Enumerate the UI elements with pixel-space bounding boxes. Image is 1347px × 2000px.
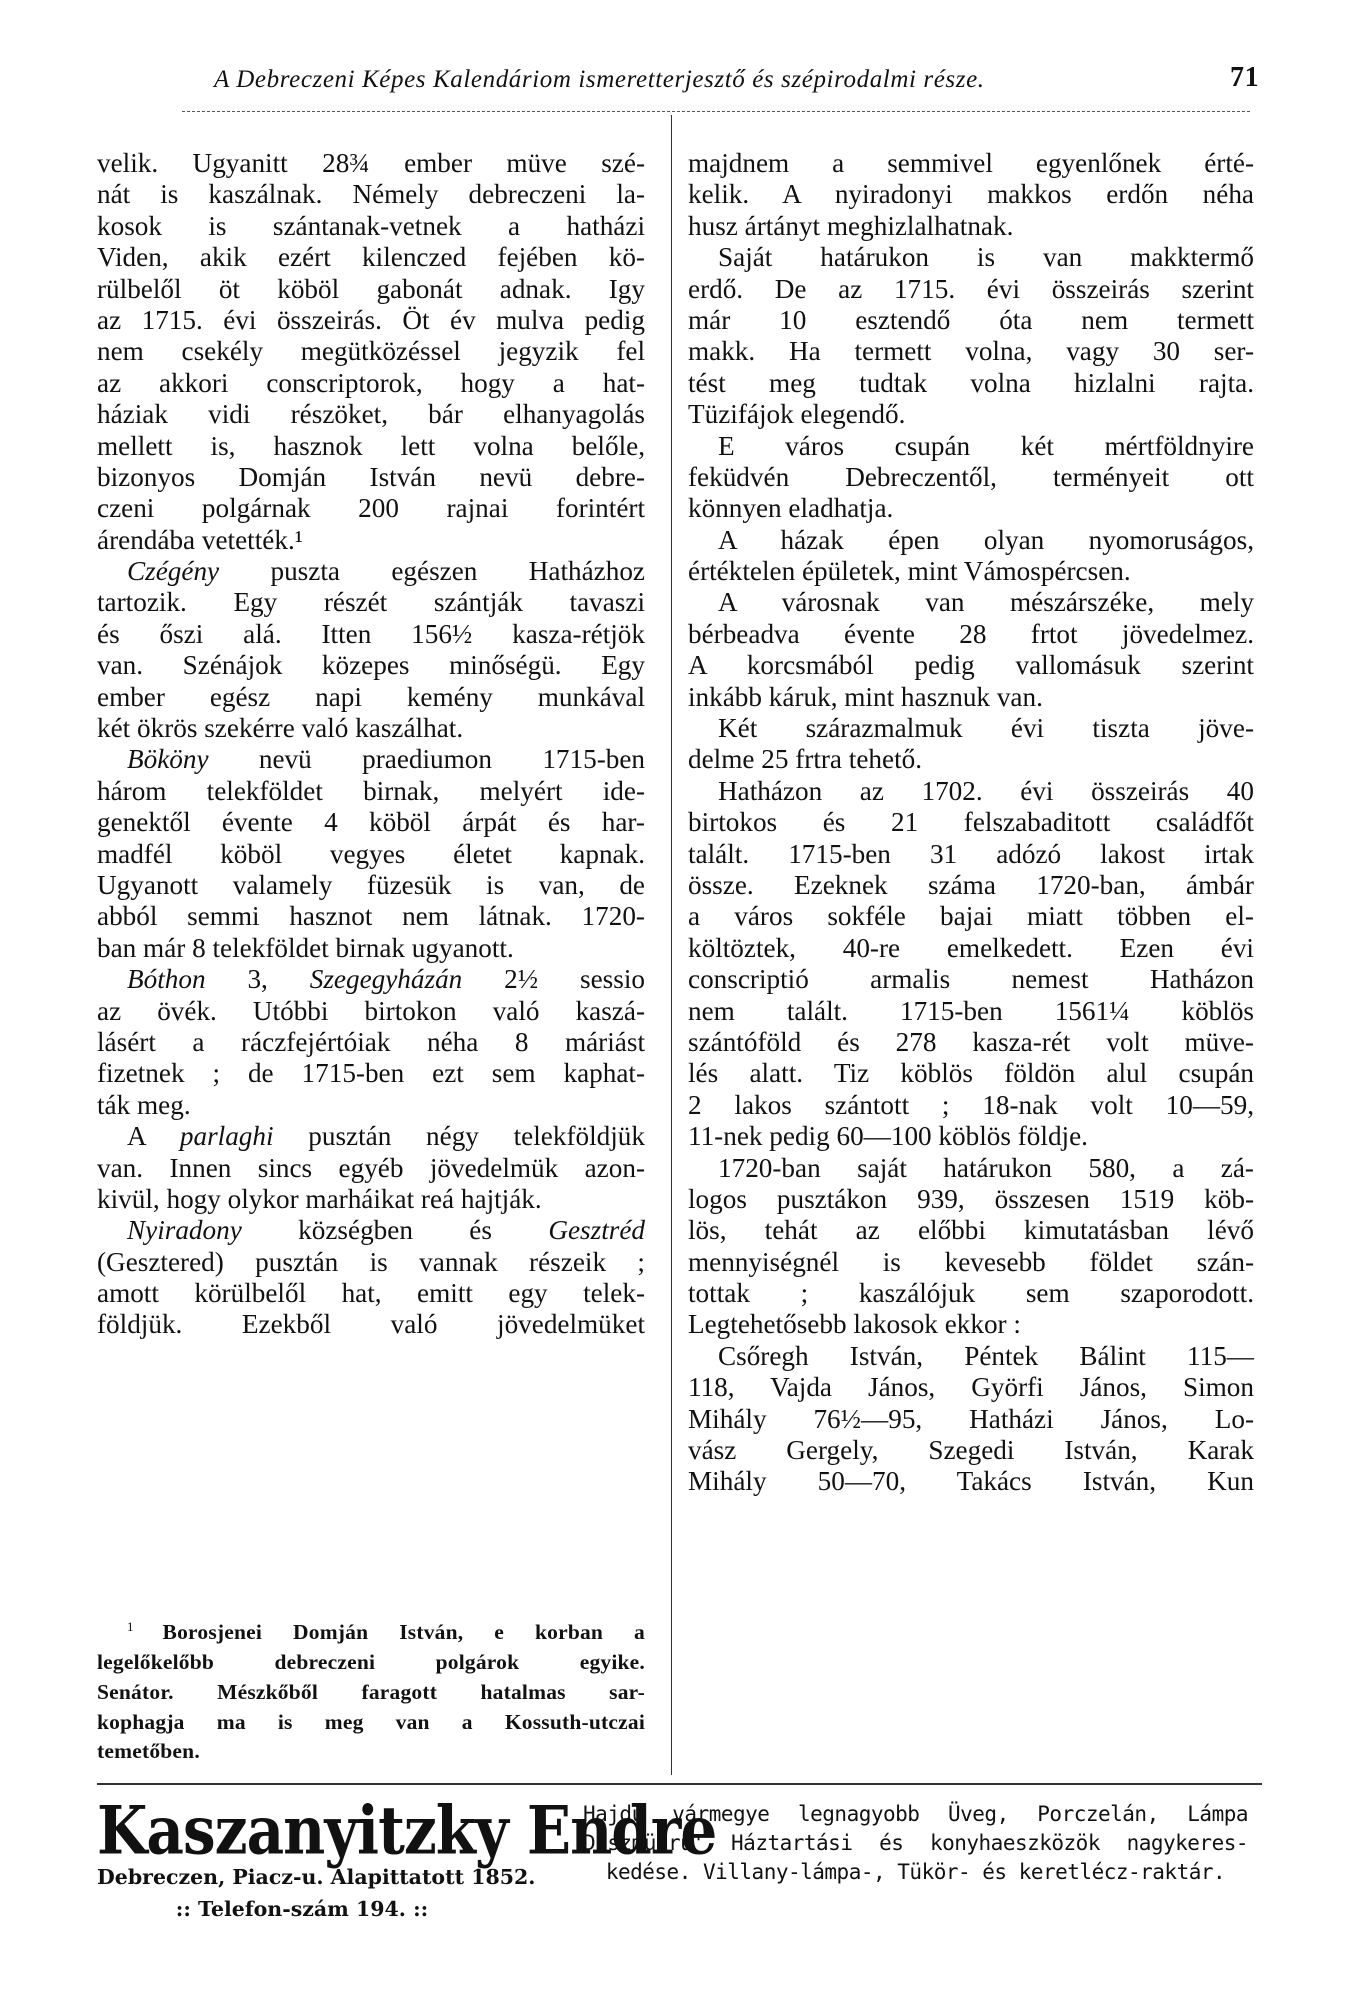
advertisement-line: kedése. Villany-lámpa-, Tükör- és keretlécz-raktár. bbox=[605, 1860, 1226, 1884]
text-run: Két szárazmalmuk évi tiszta jöve- bbox=[718, 713, 1254, 744]
text-run: Mihály 50—70, Takács István, Kun bbox=[688, 1466, 1254, 1497]
text-run: három telekföldet birnak, melyért ide- bbox=[97, 775, 645, 806]
text-line bbox=[97, 525, 645, 556]
text-line bbox=[97, 870, 645, 901]
text-line bbox=[688, 1247, 1254, 1278]
text-run: A korcsmából pedig vallomásuk szerint bbox=[688, 650, 1254, 681]
text-run: tést meg tudtak volna hizlalni rajta. bbox=[688, 367, 1254, 398]
text-run: vász Gergely, Szegedi István, Karak bbox=[688, 1435, 1254, 1466]
text-line bbox=[97, 493, 645, 524]
place-name-italic: parlaghi bbox=[179, 1121, 274, 1152]
text-line bbox=[97, 1121, 645, 1152]
text-run: (Gesztered) pusztán is vannak részeik ; bbox=[97, 1246, 645, 1277]
text-run: rülbelől öt köböl gabonát adnak. Igy bbox=[97, 273, 645, 304]
text-run: bizonyos Domján István nevü debre- bbox=[97, 461, 645, 492]
text-run: az akkori conscriptorok, hogy a hat- bbox=[97, 367, 645, 398]
place-name-italic: Bóthon bbox=[127, 964, 206, 995]
text-run: lös, tehát az előbbi kimutatásban lévő bbox=[688, 1215, 1254, 1246]
text-run: ták meg. bbox=[97, 1089, 191, 1120]
footnote-line bbox=[97, 1678, 645, 1708]
footnote-line bbox=[97, 1648, 645, 1678]
text-line bbox=[688, 1278, 1254, 1309]
footnote-text: kophagja ma is meg van a Kossuth-utczai bbox=[97, 1709, 645, 1734]
merchant-address: Debreczen, Piacz-u. Alapittatott 1852. bbox=[97, 1865, 536, 1889]
text-run: madfél köböl vegyes életet kapnak. bbox=[97, 838, 645, 869]
footnote-line bbox=[97, 1612, 645, 1648]
text-line bbox=[688, 964, 1254, 995]
text-run: majdnem a semmivel egyenlőnek érté- bbox=[688, 148, 1254, 178]
footnote-text: Senátor. Mészkőből faragott hatalmas sar- bbox=[97, 1679, 645, 1704]
text-run: mennyiségnél is kevesebb földet szán- bbox=[688, 1246, 1254, 1277]
text-run: községben és bbox=[241, 1215, 549, 1246]
text-line bbox=[97, 148, 645, 179]
text-line bbox=[688, 682, 1254, 713]
text-line bbox=[688, 996, 1254, 1027]
text-line bbox=[97, 996, 645, 1027]
text-line bbox=[97, 336, 645, 367]
text-line bbox=[688, 776, 1254, 807]
text-line bbox=[688, 1466, 1254, 1497]
text-line bbox=[688, 933, 1254, 964]
text-run: Tüzifájok elegendő. bbox=[688, 399, 906, 430]
text-line bbox=[97, 305, 645, 336]
text-line bbox=[97, 211, 645, 242]
text-run: már 10 esztendő óta nem termett bbox=[688, 304, 1254, 335]
text-line bbox=[97, 744, 645, 775]
text-line bbox=[97, 1215, 645, 1246]
text-run: tartozik. Egy részét szántják tavaszi bbox=[97, 587, 645, 618]
text-run: földjük. Ezekből való jövedelmüket bbox=[97, 1309, 645, 1340]
text-line bbox=[97, 556, 645, 587]
text-line bbox=[688, 556, 1254, 587]
text-run: árendába vetették.¹ bbox=[97, 524, 303, 555]
text-run: 3, bbox=[205, 964, 310, 995]
running-header bbox=[180, 62, 1280, 102]
text-line bbox=[97, 1090, 645, 1121]
text-run: makk. Ha termett volna, vagy 30 ser- bbox=[688, 336, 1254, 367]
text-line bbox=[688, 1027, 1254, 1058]
text-run: genektől évente 4 köböl árpát és har- bbox=[97, 807, 645, 838]
text-line bbox=[97, 274, 645, 305]
text-run: nevü praediumon 1715-ben bbox=[208, 744, 645, 775]
text-run: velik. Ugyanitt 28¾ ember müve szé- bbox=[97, 148, 645, 178]
text-run: kosok is szántanak-vetnek a hatházi bbox=[97, 210, 645, 241]
text-run: költöztek, 40-re emelkedett. Ezen évi bbox=[688, 932, 1254, 963]
text-run: a város sokféle bajai miatt többen el- bbox=[688, 901, 1254, 932]
text-run: szántóföld és 278 kasza-rét volt müve- bbox=[688, 1026, 1254, 1057]
text-line bbox=[97, 1278, 645, 1309]
text-run: E város csupán két mértföldnyire bbox=[718, 430, 1254, 461]
footnote bbox=[97, 1612, 645, 1767]
merchant-name: Kaszanyitzky Endre bbox=[97, 1791, 717, 1870]
text-run: abból semmi hasznot nem látnak. 1720- bbox=[97, 901, 645, 932]
text-line bbox=[97, 1027, 645, 1058]
text-line bbox=[97, 179, 645, 210]
text-line bbox=[688, 1090, 1254, 1121]
text-line bbox=[97, 399, 645, 430]
text-run: az övék. Utóbbi birtokon való kaszá- bbox=[97, 995, 645, 1026]
place-name-italic: Gesztréd bbox=[548, 1215, 645, 1246]
text-line bbox=[688, 1215, 1254, 1246]
text-run: van. Szénájok közepes minőségü. Egy bbox=[97, 650, 645, 681]
text-run: talált. 1715-ben 31 adózó lakost irtak bbox=[688, 838, 1254, 869]
text-line bbox=[688, 744, 1254, 775]
text-line bbox=[97, 1153, 645, 1184]
place-name-italic: Szegegyházán bbox=[309, 964, 463, 995]
text-line bbox=[97, 462, 645, 493]
text-run: nem talált. 1715-ben 1561¼ köblös bbox=[688, 995, 1254, 1026]
text-line bbox=[688, 1372, 1254, 1403]
text-run: Viden, akik ezért kilenczed fejében kö- bbox=[97, 242, 645, 273]
text-line bbox=[688, 1058, 1254, 1089]
text-line bbox=[97, 619, 645, 650]
text-run: Legtehetősebb lakosok ekkor : bbox=[688, 1309, 1021, 1340]
text-run: és őszi alá. Itten 156½ kasza-rétjök bbox=[97, 618, 645, 649]
text-line bbox=[97, 1247, 645, 1278]
text-line bbox=[97, 1058, 645, 1089]
text-run: össze. Ezeknek száma 1720-ban, ámbár bbox=[688, 869, 1254, 900]
text-line bbox=[688, 839, 1254, 870]
text-run: A városnak van mészárszéke, mely bbox=[718, 587, 1254, 618]
text-line bbox=[688, 525, 1254, 556]
text-line bbox=[97, 933, 645, 964]
text-line bbox=[688, 493, 1254, 524]
place-name-italic: Nyiradony bbox=[127, 1215, 242, 1246]
advertisement-rule bbox=[97, 1783, 1262, 1785]
text-run: kivül, hogy olykor marháikat reá hajtják. bbox=[97, 1183, 542, 1214]
text-line bbox=[688, 1121, 1254, 1152]
text-line bbox=[97, 776, 645, 807]
text-line bbox=[688, 368, 1254, 399]
text-run: feküdvén Debreczentől, terményeit ott bbox=[688, 461, 1254, 492]
text-line bbox=[688, 1184, 1254, 1215]
merchant-phone: :: Telefon-szám 194. :: bbox=[175, 1897, 429, 1921]
text-run: Ugyanott valamely füzesük is van, de bbox=[97, 869, 645, 900]
text-run: puszta egészen Hatházhoz bbox=[219, 556, 645, 587]
text-run: háziak vidi részöket, bár elhanyagolás bbox=[97, 399, 645, 430]
text-line bbox=[688, 1404, 1254, 1435]
text-run: lásért a ráczfejértóiak néha 8 máriást bbox=[97, 1026, 645, 1057]
text-line bbox=[97, 839, 645, 870]
text-run: inkább káruk, mint hasznuk van. bbox=[688, 681, 1043, 712]
text-line bbox=[688, 431, 1254, 462]
text-line bbox=[97, 368, 645, 399]
text-run: czeni polgárnak 200 rajnai forintért bbox=[97, 493, 645, 524]
text-line bbox=[97, 713, 645, 744]
text-run: 1720-ban saját határukon 580, a zá- bbox=[718, 1152, 1254, 1183]
column-divider bbox=[671, 115, 672, 1775]
text-run: A bbox=[127, 1121, 180, 1152]
text-run: Hatházon az 1702. évi összeirás 40 bbox=[718, 775, 1254, 806]
advertisement-merchant bbox=[97, 1791, 717, 1921]
text-run: Mihály 76½—95, Hatházi János, Lo- bbox=[688, 1403, 1254, 1434]
text-line bbox=[688, 242, 1254, 273]
text-run: delme 25 frtra tehető. bbox=[688, 744, 923, 775]
text-line bbox=[688, 619, 1254, 650]
text-run: erdő. De az 1715. évi összeirás szerint bbox=[688, 273, 1254, 304]
text-line bbox=[688, 807, 1254, 838]
text-line bbox=[688, 901, 1254, 932]
advertisement-line: Hajdu vármegye legnagyobb Üveg, Porczelán, Lámpa bbox=[583, 1802, 1248, 1826]
footnote-text: temetőben. bbox=[97, 1739, 200, 1764]
text-run: 11-nek pedig 60—100 köblös földje. bbox=[688, 1121, 1088, 1152]
text-run: van. Innen sincs egyéb jövedelmük azon- bbox=[97, 1152, 645, 1183]
footnote-text: Borosjenei Domján István, e korban a bbox=[162, 1620, 645, 1645]
text-line bbox=[97, 964, 645, 995]
text-line bbox=[688, 870, 1254, 901]
place-name-italic: Czégény bbox=[127, 556, 220, 587]
footnote-line bbox=[97, 1737, 645, 1767]
place-name-italic: Bököny bbox=[127, 744, 209, 775]
text-line bbox=[688, 462, 1254, 493]
text-run: bérbeadva évente 28 frtot jövedelmez. bbox=[688, 618, 1254, 649]
text-line bbox=[97, 682, 645, 713]
text-run: Saját határukon is van makktermő bbox=[718, 242, 1254, 273]
text-line bbox=[688, 587, 1254, 618]
text-run: az 1715. évi összeirás. Öt év mulva pedig bbox=[97, 304, 645, 335]
text-run: fizetnek ; de 1715-ben ezt sem kaphat- bbox=[97, 1058, 645, 1089]
text-line bbox=[688, 179, 1254, 210]
text-run: lés alatt. Tiz köblös földön alul csupán bbox=[688, 1058, 1254, 1089]
text-run: 2 lakos szántott ; 18-nak volt 10—59, bbox=[688, 1089, 1254, 1120]
text-run: A házak épen olyan nyomoruságos, bbox=[718, 524, 1254, 555]
text-run: pusztán négy telekföldjük bbox=[273, 1121, 645, 1152]
left-column bbox=[97, 148, 645, 1341]
text-line bbox=[688, 1153, 1254, 1184]
text-line bbox=[97, 650, 645, 681]
text-line bbox=[97, 1184, 645, 1215]
text-run: ember egész napi kemény munkával bbox=[97, 681, 645, 712]
text-run: mellett is, hasznok lett volna belőle, bbox=[97, 430, 645, 461]
text-run: birtokos és 21 felszabaditott családfőt bbox=[688, 807, 1254, 838]
text-line bbox=[688, 305, 1254, 336]
text-run: két ökrös szekérre való kaszálhat. bbox=[97, 713, 464, 744]
page-number: 71 bbox=[1230, 62, 1260, 93]
footnote-marker: 1 bbox=[127, 1619, 163, 1634]
text-run: nát is kaszálnak. Némely debreczeni la- bbox=[97, 179, 645, 210]
text-run: husz ártányt meghizlalhatnak. bbox=[688, 210, 1014, 241]
text-run: könnyen eladhatja. bbox=[688, 493, 894, 524]
text-line bbox=[97, 807, 645, 838]
text-line bbox=[97, 242, 645, 273]
header-rule bbox=[182, 111, 1250, 112]
right-column bbox=[688, 148, 1254, 1498]
footnote-text: legelőkelőbb debreczeni polgárok egyike. bbox=[97, 1649, 645, 1674]
text-line bbox=[97, 1309, 645, 1340]
text-line bbox=[688, 336, 1254, 367]
text-line bbox=[97, 587, 645, 618]
text-line bbox=[688, 650, 1254, 681]
text-run: 118, Vajda János, Györfi János, Simon bbox=[688, 1372, 1254, 1403]
running-header-title: A Debreczeni Képes Kalendáriom ismeretterjesztő és szépirodalmi része. bbox=[214, 66, 985, 93]
advertisement-line: Diszmüárú' Háztartási és konyhaeszközök nagykeres- bbox=[583, 1831, 1248, 1855]
text-line bbox=[97, 431, 645, 462]
text-run: logos pusztákon 939, összesen 1519 köb- bbox=[688, 1183, 1254, 1214]
text-run: tottak ; kaszálójuk sem szaporodott. bbox=[688, 1278, 1254, 1309]
text-line bbox=[688, 148, 1254, 179]
text-line bbox=[97, 901, 645, 932]
text-line bbox=[688, 1341, 1254, 1372]
text-run: nem csekély megütközéssel jegyzik fel bbox=[97, 336, 645, 367]
text-run: amott körülbelől hat, emitt egy telek- bbox=[97, 1278, 645, 1309]
text-line bbox=[688, 399, 1254, 430]
text-run: conscriptió armalis nemest Hatházon bbox=[688, 964, 1254, 995]
text-line bbox=[688, 713, 1254, 744]
text-line bbox=[688, 1435, 1254, 1466]
text-line bbox=[688, 211, 1254, 242]
text-run: ban már 8 telekföldet birnak ugyanott. bbox=[97, 932, 514, 963]
text-line bbox=[688, 1309, 1254, 1340]
text-run: kelik. A nyiradonyi makkos erdőn néha bbox=[688, 179, 1254, 210]
text-run: értéktelen épületek, mint Vámospércsen. bbox=[688, 556, 1131, 587]
text-line bbox=[688, 274, 1254, 305]
text-run: 2½ sessio bbox=[462, 964, 645, 995]
advertisement-description bbox=[583, 1800, 1248, 1887]
footnote-line bbox=[97, 1708, 645, 1738]
text-run: Csőregh István, Péntek Bálint 115— bbox=[718, 1340, 1254, 1371]
